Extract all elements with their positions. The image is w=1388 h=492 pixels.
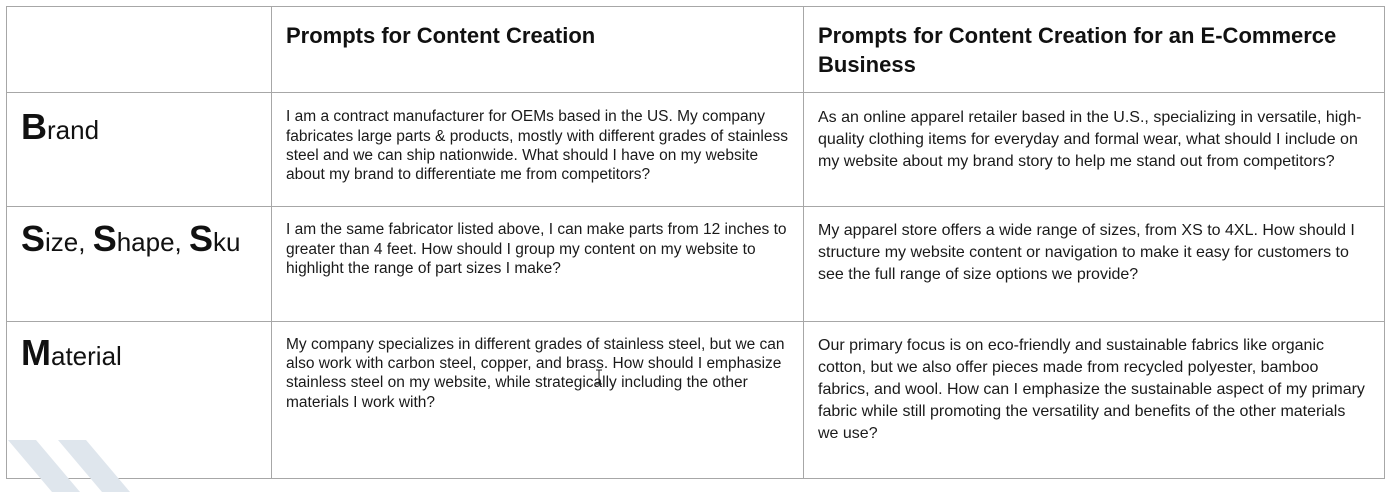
table-cell <box>272 93 804 207</box>
header-cell-content-creation <box>272 7 804 93</box>
table-cell <box>272 207 804 321</box>
table-cell <box>804 207 1385 321</box>
table-row-size-shape-sku <box>7 207 1385 321</box>
row-label-brand <box>7 93 271 148</box>
table-cell <box>804 321 1385 478</box>
header-empty-cell <box>7 7 272 93</box>
header-cell-ecommerce <box>804 7 1385 93</box>
label-initial: S <box>21 218 46 260</box>
prompt-content-material: My company specializes in different grades of stainless steel, but we can also work with carbon steel, copper, and brass. How should I emphasize stainless steel on my website, while strategically including the other materials I work with? <box>286 335 785 411</box>
label-initial: S <box>189 218 214 260</box>
row-label-cell <box>7 321 272 478</box>
prompt-content-brand: I am a contract manufacturer for OEMs based in the US. My company fabricates large parts & products, mostly with different grades of stainless steel and we can ship nationwide. What should I have on my website about my brand to differentiate me from competitors? <box>286 108 788 184</box>
label-rest: hape, <box>116 227 190 258</box>
row-label-size-shape-sku <box>7 207 271 260</box>
label-rest: ku <box>213 227 241 258</box>
header-content-creation: Prompts for Content Creation <box>286 23 596 48</box>
table-row-brand <box>7 93 1385 207</box>
label-rest: rand <box>47 115 100 146</box>
row-label-cell <box>7 93 272 207</box>
label-initial: M <box>21 331 51 373</box>
table-header-row <box>7 7 1385 93</box>
prompt-ecommerce-material: Our primary focus is on eco-friendly and sustainable fabrics like organic cotton, but we also offer pieces made from recycled polyester, bamboo fabrics, and wool. How can I emphasize the sustainable aspect of my primary fabric while still promoting the versatility and benefits of the other materials we use? <box>818 336 1365 442</box>
label-rest: aterial <box>51 340 122 371</box>
label-initial: B <box>21 106 47 148</box>
label-rest: ize, <box>45 227 93 258</box>
prompt-ecommerce-size: My apparel store offers a wide range of sizes, from XS to 4XL. How should I structure my website content or navigation to make it easy for customers to see the full range of size options we provide? <box>818 222 1355 284</box>
table-cell <box>804 93 1385 207</box>
label-initial: S <box>92 218 117 260</box>
header-ecommerce: Prompts for Content Creation for an E-Commerce Business <box>818 23 1337 77</box>
row-label-material <box>7 322 271 374</box>
table-cell <box>272 321 804 478</box>
row-label-cell <box>7 207 272 321</box>
prompts-table <box>6 6 1385 479</box>
table-row-material <box>7 321 1385 478</box>
prompt-content-size: I am the same fabricator listed above, I can make parts from 12 inches to greater than 4 feet. How should I group my content on my website to highlight the range of part sizes I make? <box>286 221 787 278</box>
prompt-ecommerce-brand: As an online apparel retailer based in the U.S., specializing in versatile, high-quality clothing items for everyday and formal wear, what should I include on my website about my brand story to help me stand out from competitors? <box>818 109 1362 171</box>
